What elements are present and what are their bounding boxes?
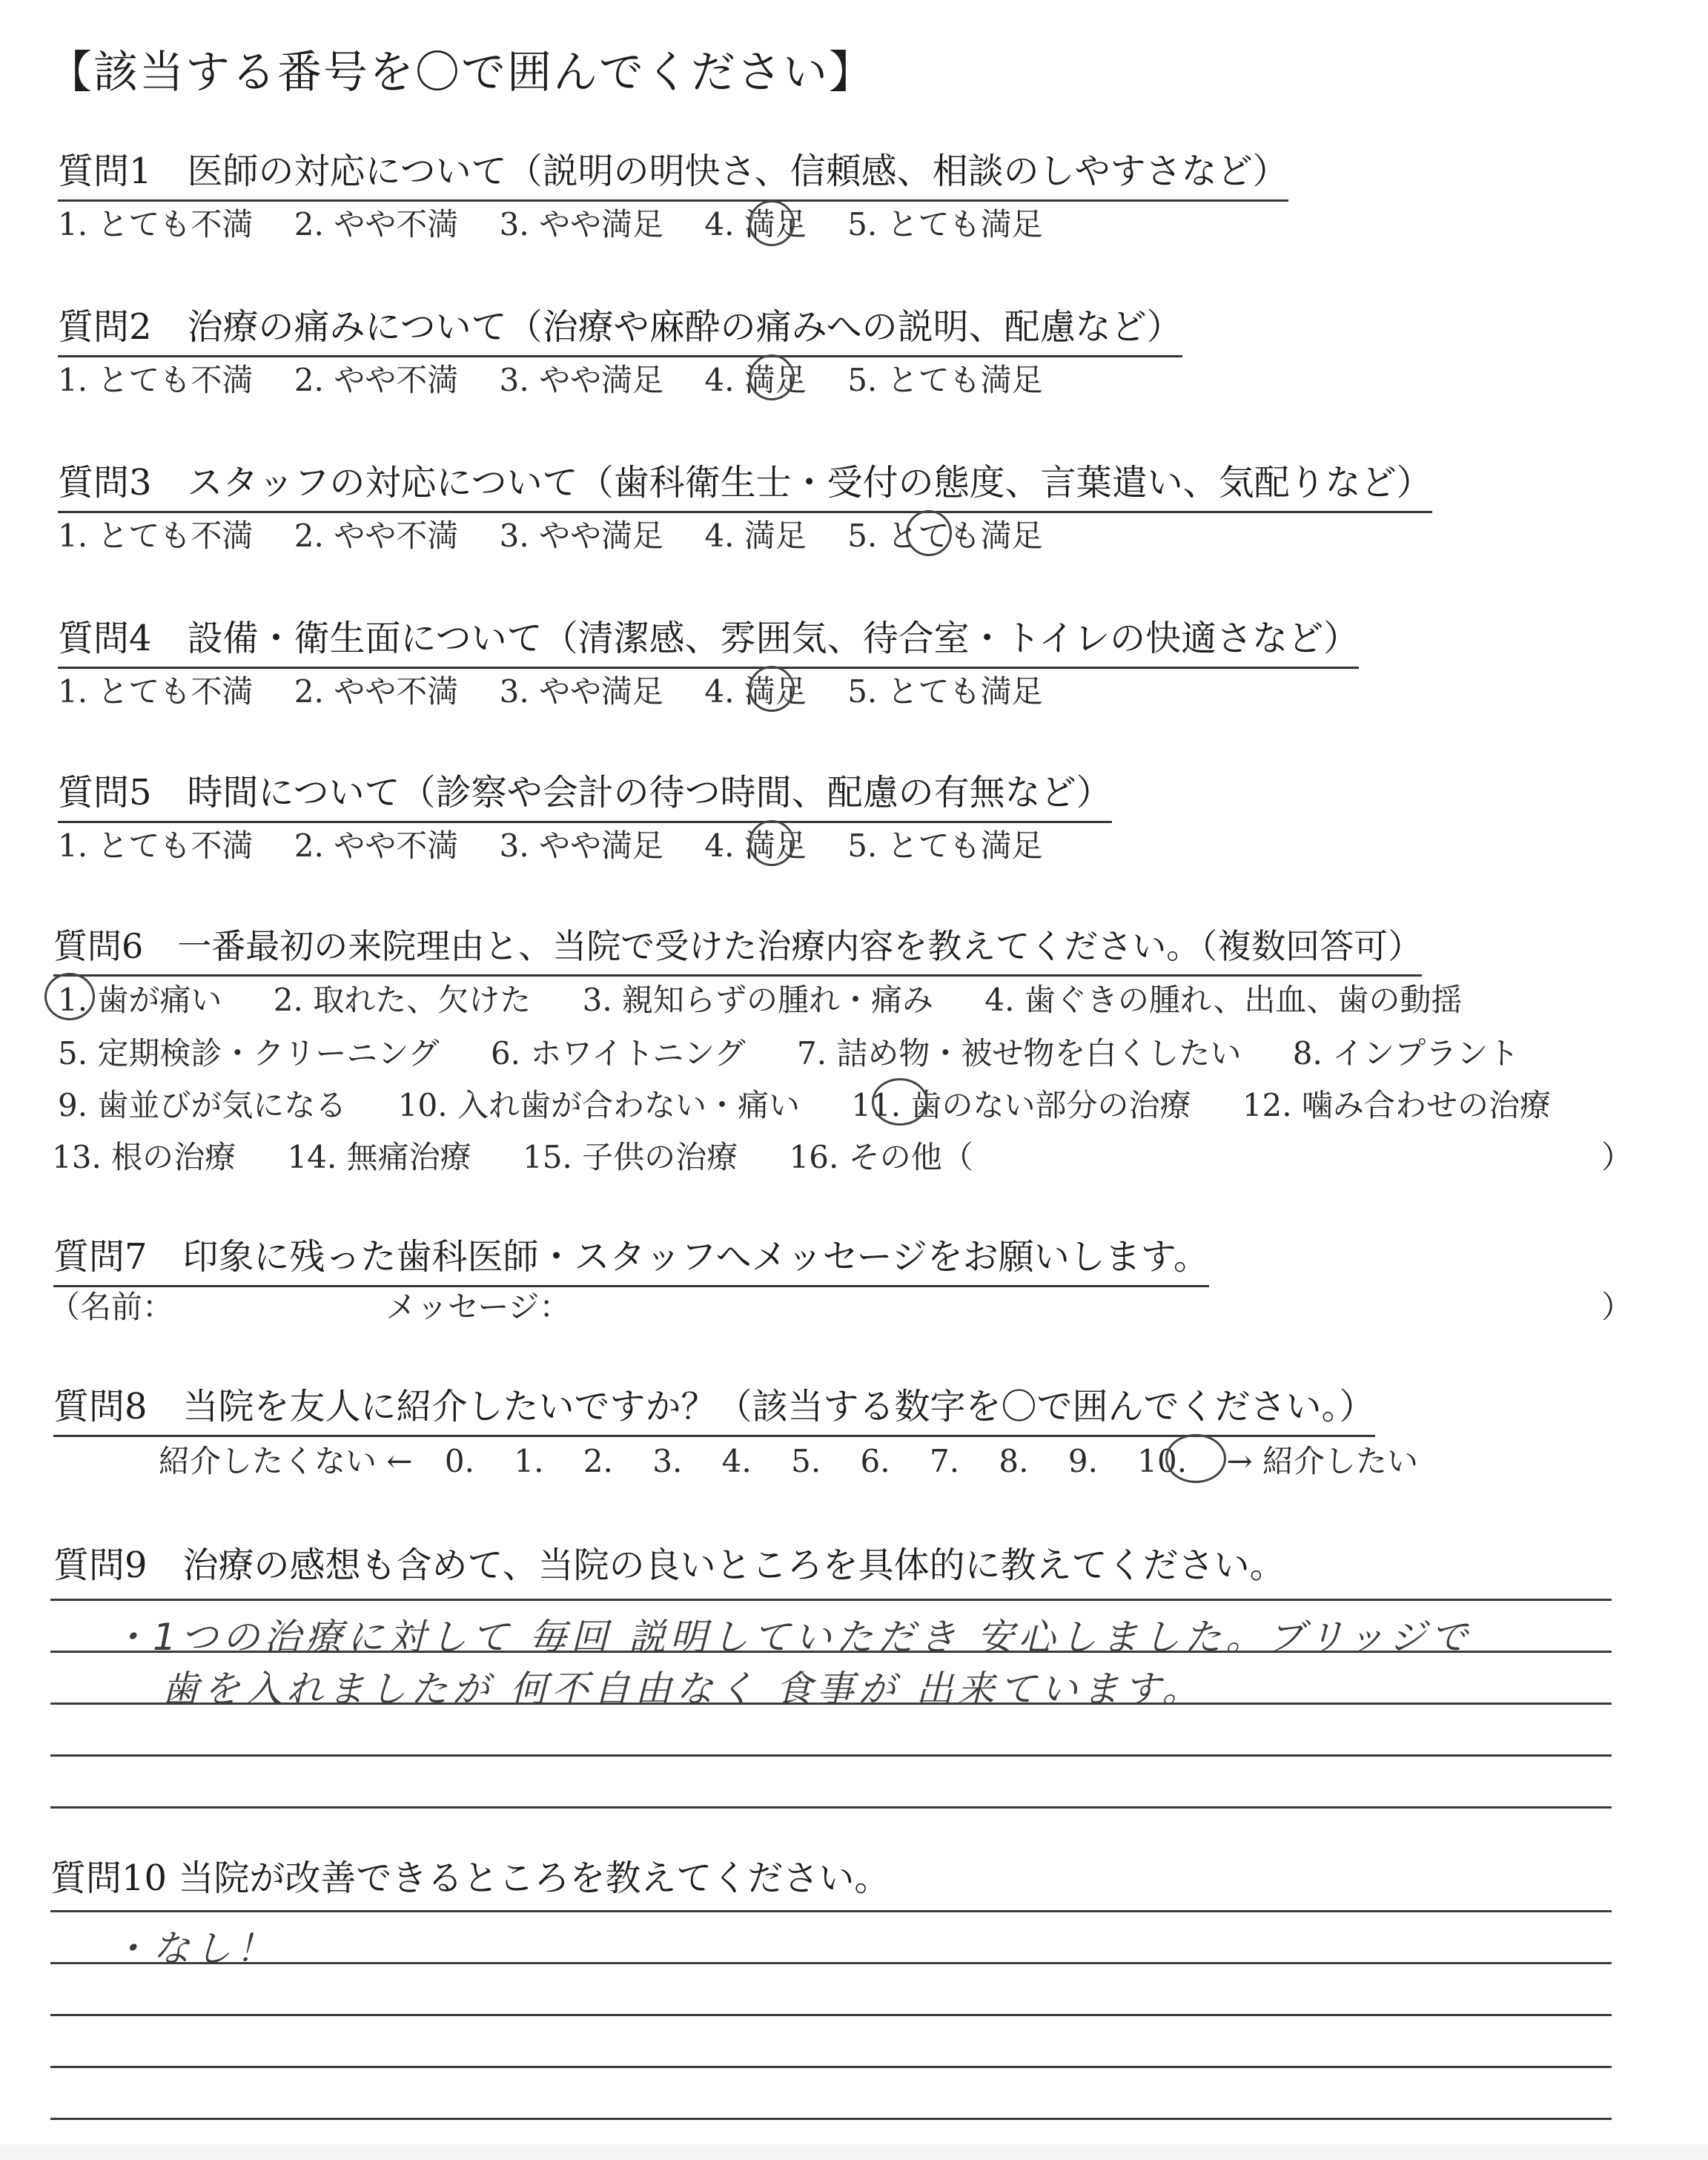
q7-name-label: （名前： (49, 1289, 174, 1325)
q6-option-1[interactable]: 1. 歯が痛い (58, 982, 222, 1018)
question-8-title: 質問8 当院を友人に紹介したいですか？（該当する数字を〇で囲んでください。） (53, 1378, 1375, 1437)
q8-option-1[interactable]: 1. (514, 1443, 544, 1479)
q7-close-paren: ） (1601, 1289, 1633, 1325)
q8-left-label: 紹介したくない ← (159, 1443, 413, 1479)
q8-option-4[interactable]: 4. (721, 1443, 752, 1479)
q4-option-4[interactable]: 4. 満足 (704, 673, 807, 710)
q2-answer-circle (749, 354, 795, 400)
q6-option-3[interactable]: 3. 親知らずの腫れ・痛み (582, 982, 934, 1018)
q9-handwritten-answer-2: 歯を入れましたが 何不自由なく 食事が 出来ています。 (162, 1668, 1204, 1711)
q6-option-2[interactable]: 2. 取れた、欠けた (273, 982, 532, 1018)
question-5-title: 質問5 時間について（診察や会計の待つ時間、配慮の有無など） (58, 764, 1112, 823)
q8-option-10[interactable]: 10. (1137, 1443, 1188, 1479)
q4-option-3[interactable]: 3. やや満足 (499, 673, 664, 710)
question-7-title: 質問7 印象に残った歯科医師・スタッフへメッセージをお願いします。 (53, 1228, 1209, 1287)
q5-option-4[interactable]: 4. 満足 (704, 828, 807, 864)
question-5-options (58, 822, 1074, 866)
q2-option-1[interactable]: 1. とても不満 (58, 362, 254, 398)
q5-answer-circle (749, 820, 795, 866)
form-header: 【該当する番号を〇で囲んでください】 (47, 47, 875, 99)
q8-right-label: → 紹介したい (1226, 1443, 1418, 1479)
q6-option-7[interactable]: 7. 詰め物・被せ物を白くしたい (796, 1035, 1242, 1071)
q6-option-11[interactable]: 11. 歯のない部分の治療 (851, 1087, 1191, 1123)
question-6-title: 質問6 一番最初の来院理由と、当院で受けた治療内容を教えてください。（複数回答可） (53, 919, 1422, 977)
question-4-title: 質問4 設備・衛生面について（清潔感、雰囲気、待合室・トイレの快適さなど） (58, 610, 1359, 669)
question-3-title: 質問3 スタッフの対応について（歯科衛生士・受付の態度、言葉遣い、気配りなど） (58, 454, 1432, 513)
q6-row-2 (58, 1029, 1550, 1074)
q6-row-1 (58, 976, 1493, 1020)
q3-option-2[interactable]: 2. やや不満 (294, 518, 459, 554)
q6-option-4[interactable]: 4. 歯ぐきの腫れ、出血、歯の動揺 (984, 982, 1463, 1018)
q10-answer-line-2 (50, 1962, 1612, 1964)
q9-answer-line-5 (50, 1806, 1612, 1809)
q5-option-1[interactable]: 1. とても不満 (58, 828, 254, 864)
question-1-options (58, 200, 1074, 245)
q2-option-3[interactable]: 3. やや満足 (499, 362, 664, 398)
q2-option-2[interactable]: 2. やや不満 (294, 362, 459, 398)
q6-option-9[interactable]: 9. 歯並びが気になる (58, 1087, 347, 1123)
q7-message-label: メッセージ： (385, 1289, 571, 1325)
q4-answer-circle (749, 666, 795, 712)
q10-answer-line-3 (50, 2014, 1612, 2016)
q6-other-close-paren: ） (1601, 1139, 1633, 1175)
question-4-options (58, 667, 1074, 712)
q9-answer-line-4 (50, 1754, 1612, 1757)
q3-option-4[interactable]: 4. 満足 (704, 518, 807, 554)
q6-option-14[interactable]: 14. 無痛治療 (287, 1139, 471, 1175)
q10-handwritten-answer: ・なし！ (111, 1927, 277, 1970)
page-bottom-edge (0, 2144, 1708, 2160)
q1-option-3[interactable]: 3. やや満足 (499, 206, 664, 242)
q3-option-1[interactable]: 1. とても不満 (58, 518, 254, 554)
q9-handwritten-answer-1: ・1つの治療に対して 毎回 説明していただき 安心しました。ブリッジで (111, 1616, 1472, 1659)
q10-answer-line-4 (50, 2066, 1612, 2068)
q4-option-1[interactable]: 1. とても不満 (58, 673, 254, 710)
q1-answer-circle (749, 200, 795, 246)
q6-option-13[interactable]: 13. 根の治療 (52, 1139, 236, 1175)
question-2-title: 質問2 治療の痛みについて（治療や麻酔の痛みへの説明、配慮など） (58, 298, 1182, 357)
q10-answer-line-5 (50, 2118, 1612, 2120)
q6-answer-circle-1 (44, 973, 95, 1020)
q6-option-15[interactable]: 15. 子供の治療 (523, 1139, 738, 1175)
q5-option-2[interactable]: 2. やや不満 (294, 828, 459, 864)
q6-option-16[interactable]: 16. その他（ (789, 1139, 973, 1175)
q8-option-3[interactable]: 3. (652, 1443, 683, 1479)
q5-option-3[interactable]: 3. やや満足 (499, 828, 664, 864)
q1-option-1[interactable]: 1. とても不満 (58, 206, 254, 242)
q1-option-2[interactable]: 2. やや不満 (294, 206, 459, 242)
q6-option-8[interactable]: 8. インプラント (1292, 1035, 1520, 1071)
question-2-options (58, 356, 1074, 400)
q8-option-7[interactable]: 7. (929, 1443, 960, 1479)
q4-option-5[interactable]: 5. とても満足 (847, 673, 1043, 710)
q3-answer-circle (906, 510, 952, 556)
q8-option-6[interactable]: 6. (860, 1443, 890, 1479)
q6-option-6[interactable]: 6. ホワイトニング (490, 1035, 746, 1071)
q3-option-5[interactable]: 5. とても満足 (847, 518, 1043, 554)
q9-answer-line-1 (50, 1599, 1612, 1601)
q8-option-8[interactable]: 8. (999, 1443, 1029, 1479)
q6-option-12[interactable]: 12. 噛み合わせの治療 (1242, 1087, 1551, 1123)
q8-option-5[interactable]: 5. (791, 1443, 821, 1479)
q1-option-5[interactable]: 5. とても満足 (847, 206, 1043, 242)
q6-row-4 (52, 1133, 1004, 1178)
q8-scale (159, 1437, 1449, 1482)
question-9-title: 質問9 治療の感想も含めて、当院の良いところを具体的に教えてください。 (53, 1545, 1285, 1586)
q6-option-5[interactable]: 5. 定期検診・クリーニング (58, 1035, 440, 1071)
q3-option-3[interactable]: 3. やや満足 (499, 518, 664, 554)
q2-option-4[interactable]: 4. 満足 (704, 362, 807, 398)
question-1-title: 質問1 医師の対応について（説明の明快さ、信頼感、相談のしやすさなど） (58, 142, 1288, 202)
q6-option-10[interactable]: 10. 入れ歯が合わない・痛い (397, 1087, 800, 1123)
question-10-title: 質問10 当院が改善できるところを教えてください。 (50, 1857, 890, 1899)
q8-answer-circle (1165, 1434, 1226, 1483)
q5-option-5[interactable]: 5. とても満足 (847, 828, 1043, 864)
q8-option-0[interactable]: 0. (444, 1443, 474, 1479)
q2-option-5[interactable]: 5. とても満足 (847, 362, 1043, 398)
q1-option-4[interactable]: 4. 満足 (704, 206, 807, 242)
q8-option-9[interactable]: 9. (1068, 1443, 1098, 1479)
q10-answer-line-1 (50, 1910, 1612, 1912)
q8-option-2[interactable]: 2. (583, 1443, 613, 1479)
q6-answer-circle-11 (872, 1078, 928, 1126)
q6-row-3 (58, 1081, 1582, 1126)
q4-option-2[interactable]: 2. やや不満 (294, 673, 459, 710)
